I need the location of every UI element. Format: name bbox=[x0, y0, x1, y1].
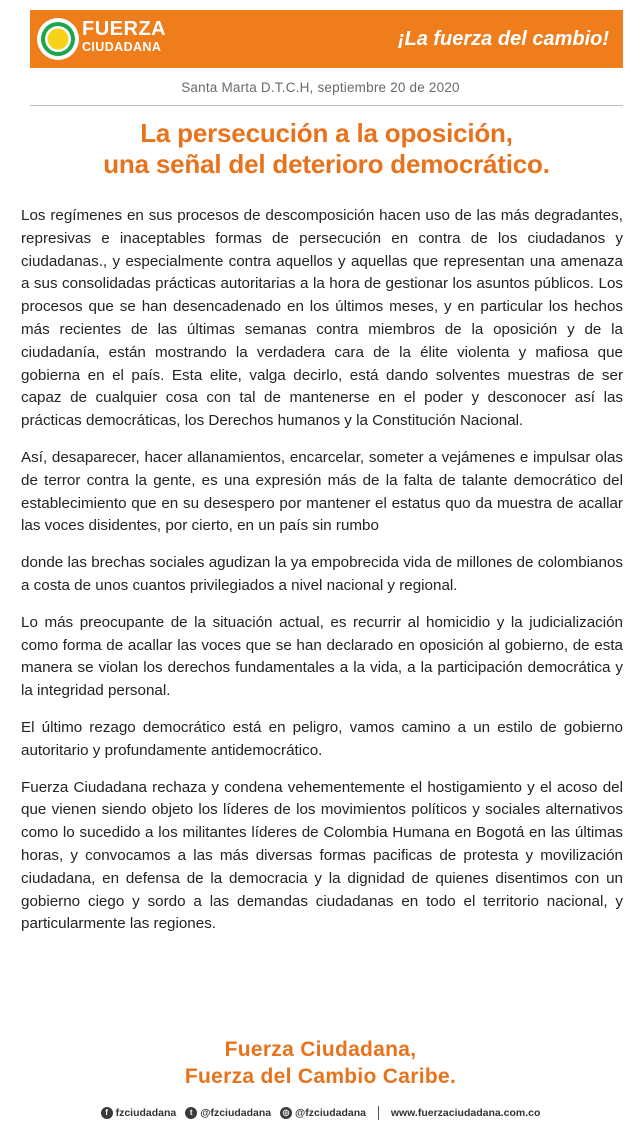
fuerza-ciudadana-logo bbox=[36, 17, 80, 61]
facebook-icon: f bbox=[101, 1107, 113, 1119]
paragraph: Los regímenes en sus procesos de descomposición hacen uso de las más degradantes, represivas e inaceptables formas de persecución en contra de los ciudadanos y ciudadanas., y especialmente contra aquellos y aquellas que representan una amenaza a sus consolidadas prácticas autoritarias a la hora de gestionar los asuntos públicos. Los procesos que se han desencadenado en los últimos meses, y en particular los hechos más recientes de las últimas semanas contra miembros de la oposición y de la ciudadanía, están mostrando la verdadera cara de la élite violenta y mafiosa que gobierna en el país. Esta elite, valga decirlo, está dando solventes muestras de ser capaz de cualquier cosa con tal de mantenerse en el poder y desconocer así las prácticas democráticas, los Derechos humanos y la Constitución Nacional. bbox=[21, 207, 623, 430]
paragraph: Fuerza Ciudadana rechaza y condena vehementemente el hostigamiento y el acoso del que vienen siendo objeto los líderes de los movimientos políticos y sociales alternativos como lo sucedido a los militantes líderes de Colombia Humana en Bogotá en las últimas horas, y convocamos a las más diversas formas pacificas de protesta y movilización ciudadana, en defensa de la democracia y la dignidad de quienes disentimos con un gobierno ciego y sordo a las demandas ciudadanas en todo el territorio nacional, y particularmente las regiones. bbox=[21, 778, 623, 933]
header-banner bbox=[30, 10, 623, 68]
facebook-link[interactable] bbox=[101, 1107, 177, 1119]
footer-separator bbox=[378, 1106, 379, 1120]
instagram-link[interactable] bbox=[280, 1107, 366, 1119]
date-line: Santa Marta D.T.C.H, septiembre 20 de 2020 bbox=[181, 80, 460, 95]
article-body bbox=[21, 205, 623, 950]
facebook-handle: fzciudadana bbox=[115, 1106, 177, 1119]
instagram-handle: @fzciudadana bbox=[295, 1106, 366, 1119]
twitter-icon: t bbox=[185, 1107, 197, 1119]
headline bbox=[30, 118, 623, 180]
twitter-handle: @fzciudadana bbox=[200, 1106, 272, 1119]
headline-line1: La persecución a la oposición, bbox=[140, 118, 513, 148]
twitter-link[interactable] bbox=[185, 1107, 271, 1119]
headline-line2: una señal del deterioro democrático. bbox=[103, 149, 550, 179]
brand-line2: CIUDADANA bbox=[82, 40, 162, 54]
paragraph: El último rezago democrático está en peligro, vamos camino a un estilo de gobierno autoritario y profundamente antidemocrático. bbox=[21, 718, 623, 759]
closing-line2: Fuerza del Cambio Caribe. bbox=[184, 1065, 457, 1088]
instagram-icon: ◎ bbox=[280, 1107, 292, 1119]
brand-line1: FUERZA bbox=[82, 18, 167, 40]
paragraph: Lo más preocupante de la situación actual, es recurrir al homicidio y la judicialización como forma de acallar las voces que se han declarado en oposición al gobierno, de esta manera se violan los derechos fundamentales a la vida, a la participación democrática y la integridad personal. bbox=[21, 613, 623, 700]
slogan: ¡La fuerza del cambio! bbox=[397, 28, 609, 50]
brand-name bbox=[82, 19, 166, 54]
closing-line1: Fuerza Ciudadana, bbox=[224, 1038, 417, 1061]
paragraph: Así, desaparecer, hacer allanamientos, encarcelar, someter a vejámenes e impulsar olas de terror contra la gente, es una expresión más de la falta de talante democrático del establecimiento que en su desespero por mantener el estatus quo da muestra de acallar las voces disidentes, por cierto, en un país sin rumbo bbox=[21, 448, 623, 535]
closing-signature bbox=[0, 1036, 641, 1090]
paragraph: donde las brechas sociales agudizan la ya empobrecida vida de millones de colombianos a costa de unos cuantos privilegiados a nivel nacional y regional. bbox=[21, 554, 623, 594]
footer-social bbox=[0, 1106, 641, 1120]
divider bbox=[30, 105, 623, 106]
website-link[interactable]: www.fuerzaciudadana.com.co bbox=[390, 1107, 541, 1119]
